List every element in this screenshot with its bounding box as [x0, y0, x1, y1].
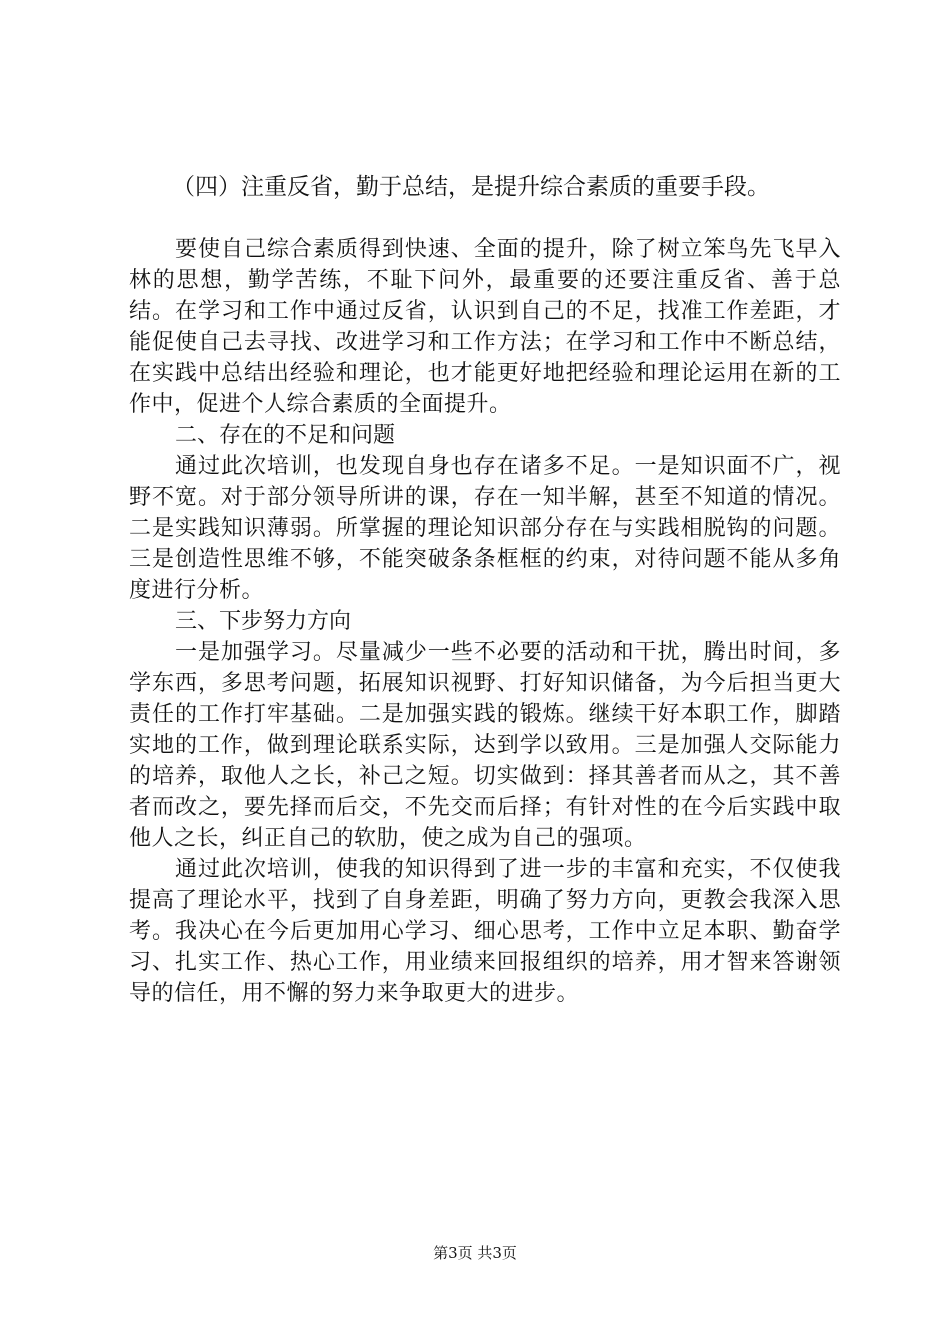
- paragraph-shortcomings: 通过此次培训，也发现自身也存在诸多不足。一是知识面不广，视野不宽。对于部分领导所讲的课，存在一知半解，甚至不知道的情况。二是实践知识薄弱。所掌握的理论知识部分存在与实践相脱钩的问题。三是创造性思维不够，不能突破条条框框的约束，对待问题不能从多角度进行分析。: [129, 454, 841, 603]
- paragraph-conclusion: 通过此次培训，使我的知识得到了进一步的丰富和充实，不仅使我提高了理论水平，找到了自身差距，明确了努力方向，更教会我深入思考。我决心在今后更加用心学习、细心思考，工作中立足本职、勤奋学习、扎实工作、热心工作，用业绩来回报组织的培养，用才智来答谢领导的信任，用不懈的努力来争取更大的进步。: [129, 857, 841, 1006]
- paragraph-reflection: 要使自己综合素质得到快速、全面的提升，除了树立笨鸟先飞早入林的思想，勤学苦练，不耻下问外，最重要的还要注重反省、善于总结。在学习和工作中通过反省，认识到自己的不足，找准工作差距，才能促使自己去寻找、改进学习和工作方法；在学习和工作中不断总结，在实践中总结出经验和理论，也才能更好地把经验和理论运用在新的工作中，促进个人综合素质的全面提升。: [129, 237, 841, 417]
- section-title-shortcomings: 二、存在的不足和问题: [175, 423, 396, 448]
- page-footer: 第3页 共3页: [433, 1244, 517, 1262]
- section-title-next-steps: 三、下步努力方向: [175, 609, 352, 634]
- document-body: [129, 170, 841, 1009]
- subheading-four: （四）注重反省，勤于总结，是提升综合素质的重要手段。: [172, 174, 770, 200]
- paragraph-next-steps: 一是加强学习。尽量减少一些不必要的活动和干扰，腾出时间，多学东西，多思考问题，拓展知识视野、打好知识储备，为今后担当更大责任的工作打牢基础。二是加强实践的锻炼。继续干好本职工作，脚踏实地的工作，做到理论联系实际，达到学以致用。三是加强人交际能力的培养，取他人之长，补己之短。切实做到：择其善者而从之，其不善者而改之，要先择而后交，不先交而后择；有针对性的在今后实践中取他人之长，纠正自己的软肋，使之成为自己的强项。: [129, 640, 841, 851]
